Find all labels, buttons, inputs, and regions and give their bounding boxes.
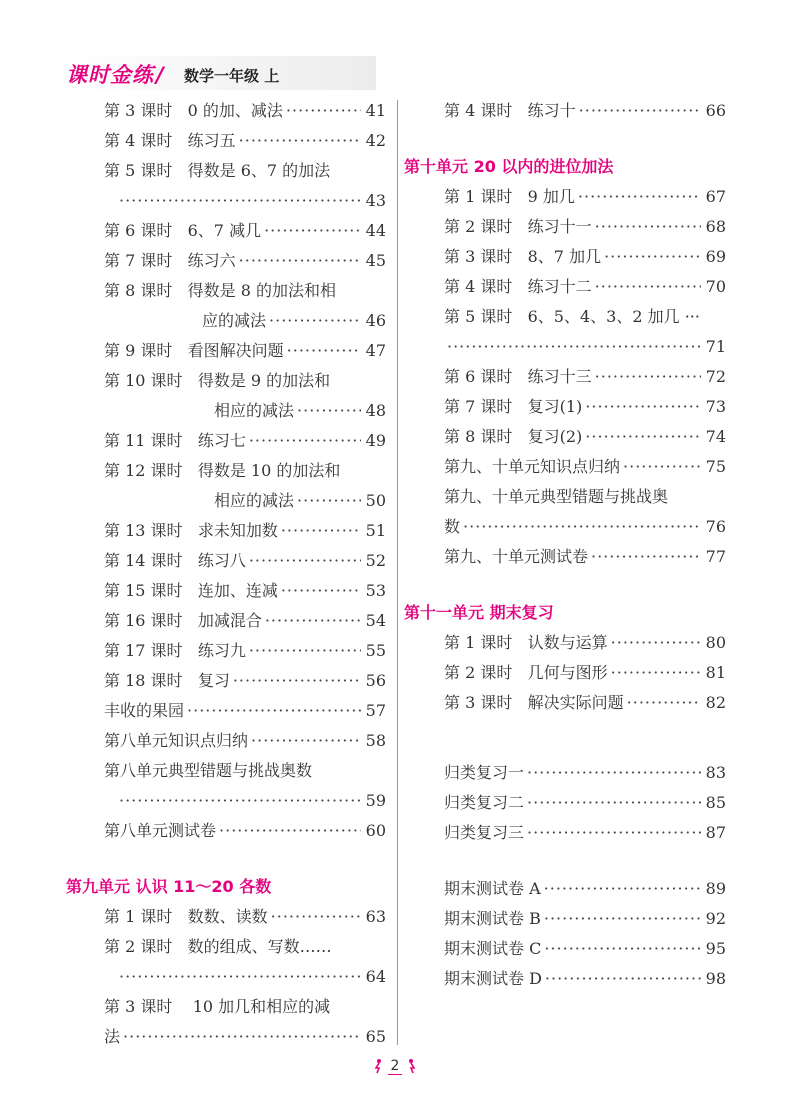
spacer [404, 126, 726, 152]
toc-entry[interactable]: 第 4 课时 练习十 ····· 66 [404, 96, 726, 126]
toc-entry-continued[interactable]: ····· 59 [66, 786, 386, 816]
toc-entry[interactable]: 第 6 课时 6、7 减几 ····· 44 [66, 216, 386, 246]
toc-entry[interactable]: 第 10 课时 得数是 9 的加法和 [104, 371, 331, 390]
toc-entry[interactable]: 第 13 课时 求未知加数 ····· 51 [66, 516, 386, 546]
toc-entry[interactable]: 第 14 课时 练习八 ····· 52 [66, 546, 386, 576]
toc-entry[interactable]: 第 3 课时 解决实际问题 ····· 82 [404, 688, 726, 718]
toc-entry[interactable]: 第 8 课时 复习(2) ····· 74 [404, 422, 726, 452]
subject-title: 数学一年级 上 [184, 67, 280, 85]
toc-entry-continued[interactable]: ····· 43 [66, 186, 386, 216]
toc-entry[interactable]: 归类复习二 ····· 85 [404, 788, 726, 818]
spacer [404, 848, 726, 874]
toc-entry[interactable]: 第 2 课时 练习十一 ····· 68 [404, 212, 726, 242]
unit-heading-10: 第十单元 20 以内的进位加法 [404, 157, 614, 176]
toc-entry[interactable]: 第九、十单元知识点归纳 ····· 75 [404, 452, 726, 482]
toc-entry[interactable]: 第 8 课时 得数是 8 的加法和相 [104, 281, 336, 300]
spacer [66, 846, 386, 872]
spacer [404, 718, 726, 744]
toc-entry[interactable]: 第 3 课时 10 加几和相应的减 [104, 997, 331, 1016]
toc-entry[interactable]: 第 2 课时 数的组成、写数…… [104, 937, 332, 956]
figure-left-icon [373, 1058, 383, 1074]
toc-entry[interactable]: 第 11 课时 练习七 ····· 49 [66, 426, 386, 456]
spacer [404, 744, 726, 758]
toc-entry[interactable]: 第 2 课时 几何与图形 ····· 81 [404, 658, 726, 688]
page-footer [368, 1054, 422, 1078]
toc-entry[interactable]: 第 9 课时 看图解决问题 ····· 47 [66, 336, 386, 366]
toc-entry[interactable]: 期末测试卷 C ····· 95 [404, 934, 726, 964]
figure-right-icon [407, 1058, 417, 1074]
toc-entry[interactable]: 第 5 课时 得数是 6、7 的加法 [104, 161, 331, 180]
toc-entry[interactable]: 第 16 课时 加减混合 ····· 54 [66, 606, 386, 636]
toc-entry[interactable]: 第 6 课时 练习十三 ····· 72 [404, 362, 726, 392]
toc-entry[interactable]: 归类复习三 ····· 87 [404, 818, 726, 848]
toc-entry[interactable]: 归类复习一 ····· 83 [404, 758, 726, 788]
toc-entry[interactable]: 期末测试卷 B ····· 92 [404, 904, 726, 934]
toc-entry[interactable]: 第 3 课时 0 的加、减法 ····· 41 [66, 96, 386, 126]
toc-entry[interactable]: 第九、十单元测试卷 ····· 77 [404, 542, 726, 572]
toc-entry[interactable]: 期末测试卷 A ····· 89 [404, 874, 726, 904]
toc-entry[interactable]: 第 4 课时 练习十二 ····· 70 [404, 272, 726, 302]
toc-entry[interactable]: 第 5 课时 6、5、4、3、2 加几 ··· [444, 307, 700, 326]
toc-entry[interactable]: 第 1 课时 9 加几 ····· 67 [404, 182, 726, 212]
toc-entry[interactable]: 第 1 课时 数数、读数 ····· 63 [66, 902, 386, 932]
brand-logo: 课时金练/ [66, 63, 165, 87]
toc-entry-continued[interactable]: ····· 64 [66, 962, 386, 992]
page-header [66, 56, 376, 90]
toc-entry[interactable]: 第八单元测试卷 ····· 60 [66, 816, 386, 846]
toc-left-column [66, 96, 386, 1052]
toc-entry[interactable]: 第八单元知识点归纳 ····· 58 [66, 726, 386, 756]
toc-entry[interactable]: 第 7 课时 练习六 ····· 45 [66, 246, 386, 276]
unit-heading-11: 第十一单元 期末复习 [404, 603, 554, 622]
toc-entry[interactable]: 第 3 课时 8、7 加几 ····· 69 [404, 242, 726, 272]
toc-entry[interactable]: 第 4 课时 练习五 ····· 42 [66, 126, 386, 156]
spacer [404, 572, 726, 598]
toc-entry-continued[interactable]: 相应的减法 ····· 48 [66, 396, 386, 426]
toc-entry[interactable]: 第 1 课时 认数与运算 ····· 80 [404, 628, 726, 658]
toc-entry[interactable]: 第九、十单元典型错题与挑战奥 [444, 487, 669, 506]
toc-right-column [404, 96, 726, 994]
toc-entry-continued[interactable]: 数 ····· 76 [404, 512, 726, 542]
toc-entry-continued[interactable]: ····· 71 [404, 332, 726, 362]
toc-entry-continued[interactable]: 相应的减法 ····· 50 [66, 486, 386, 516]
toc-entry[interactable]: 期末测试卷 D ····· 98 [404, 964, 726, 994]
toc-entry[interactable]: 第 12 课时 得数是 10 的加法和 [104, 461, 341, 480]
toc-entry[interactable]: 第 17 课时 练习九 ····· 55 [66, 636, 386, 666]
page-number: 2 [388, 1058, 403, 1075]
toc-entry[interactable]: 第 18 课时 复习 ····· 56 [66, 666, 386, 696]
toc-entry[interactable]: 第 7 课时 复习(1) ····· 73 [404, 392, 726, 422]
unit-heading-9: 第九单元 认识 11～20 各数 [66, 877, 272, 896]
toc-entry[interactable]: 丰收的果园 ····· 57 [66, 696, 386, 726]
toc-entry[interactable]: 第八单元典型错题与挑战奥数 [104, 761, 313, 780]
toc-entry[interactable]: 第 15 课时 连加、连减 ····· 53 [66, 576, 386, 606]
toc-entry-continued[interactable]: 法 ····· 65 [66, 1022, 386, 1052]
column-divider [397, 100, 398, 1045]
toc-entry-continued[interactable]: 应的减法 ····· 46 [66, 306, 386, 336]
